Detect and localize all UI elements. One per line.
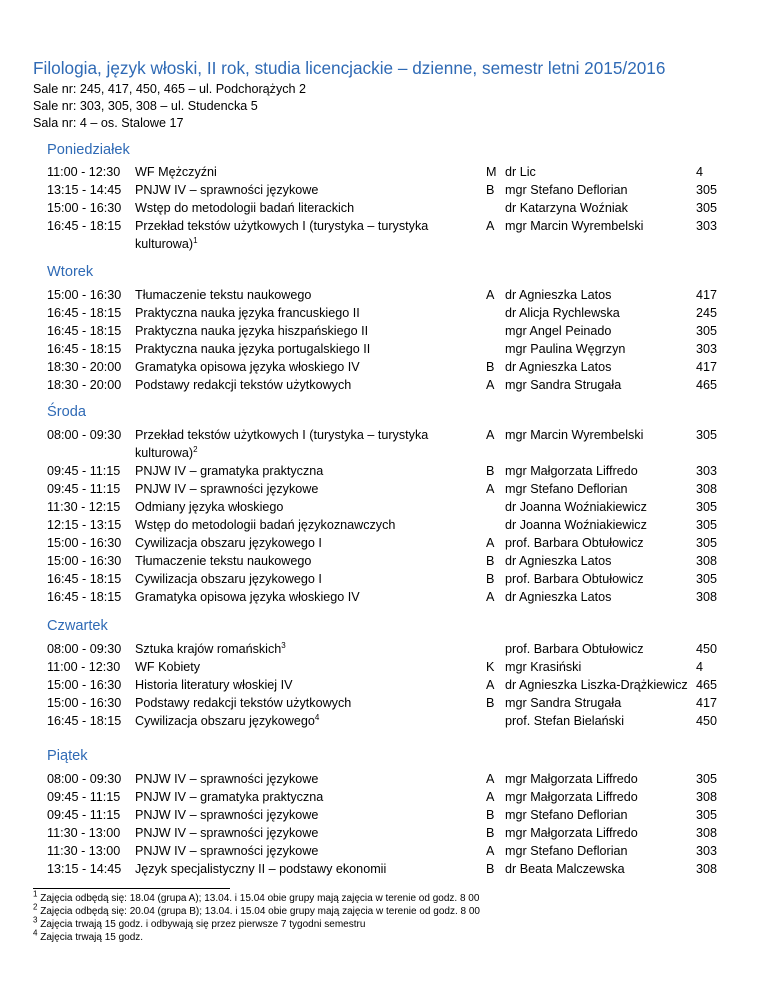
footnote <box>33 915 366 931</box>
day-heading: Piątek <box>47 748 88 764</box>
class-time: 16:45 - 18:15 <box>47 306 122 320</box>
class-room: 305 <box>696 324 718 338</box>
schedule-row <box>0 340 768 358</box>
subject-text: Tłumaczenie tekstu naukowego <box>135 288 312 302</box>
class-subject <box>135 498 465 516</box>
subject-text: Gramatyka opisowa języka włoskiego IV <box>135 360 360 374</box>
class-room: 308 <box>696 554 718 568</box>
footnote-text: Zajęcia trwają 15 godz. i odbywają się przez pierwsze 7 tygodni semestru <box>40 919 366 930</box>
footnote-number: 3 <box>33 915 38 925</box>
footnote-text: Zajęcia trwają 15 godz. <box>40 932 144 943</box>
subject-text: WF Kobiety <box>135 660 201 674</box>
class-group: A <box>486 428 495 442</box>
class-subject <box>135 217 465 253</box>
class-room: 305 <box>696 201 718 215</box>
class-teacher: mgr Paulina Węgrzyn <box>505 342 626 356</box>
subject-text: PNJW IV – sprawności językowe <box>135 772 319 786</box>
class-group: B <box>486 360 495 374</box>
class-teacher: mgr Stefano Deflorian <box>505 808 628 822</box>
subject-text: Praktyczna nauka języka hiszpańskiego II <box>135 324 369 338</box>
class-group: B <box>486 572 495 586</box>
class-time: 11:30 - 12:15 <box>47 500 121 514</box>
class-room: 305 <box>696 428 718 442</box>
class-group: A <box>486 288 495 302</box>
footnote <box>33 902 480 918</box>
subject-text: PNJW IV – sprawności językowe <box>135 844 319 858</box>
class-subject <box>135 552 465 570</box>
footnote-text: Zajęcia odbędą się: 20.04 (grupa B); 13.04. i 15.04 obie grupy mają zajęcia w terenie od godz. 8 00 <box>40 906 480 917</box>
schedule-row <box>0 552 768 570</box>
class-teacher: dr Joanna Woźniakiewicz <box>505 518 647 532</box>
class-subject <box>135 480 465 498</box>
schedule-row <box>0 217 768 251</box>
footnote-text: Zajęcia odbędą się: 18.04 (grupa A); 13.04. i 15.04 obie grupy mają zajęcia w terenie od godz. 8 00 <box>40 893 480 904</box>
class-teacher: dr Agnieszka Latos <box>505 360 612 374</box>
class-subject <box>135 181 465 199</box>
class-group: B <box>486 183 495 197</box>
class-subject <box>135 322 465 340</box>
subject-text: Cywilizacja obszaru językowego <box>135 714 315 728</box>
class-time: 15:00 - 16:30 <box>47 288 122 302</box>
schedule-row <box>0 712 768 730</box>
class-subject <box>135 824 465 842</box>
class-subject <box>135 658 465 676</box>
class-teacher: mgr Stefano Deflorian <box>505 844 628 858</box>
class-subject <box>135 534 465 552</box>
subject-text: Sztuka krajów romańskich <box>135 642 282 656</box>
class-room: 305 <box>696 808 718 822</box>
class-room: 303 <box>696 844 718 858</box>
class-teacher: mgr Krasiński <box>505 660 582 674</box>
class-teacher: mgr Sandra Strugała <box>505 378 622 392</box>
class-room: 303 <box>696 219 718 233</box>
subject-text: PNJW IV – gramatyka praktyczna <box>135 790 324 804</box>
class-room: 417 <box>696 696 718 710</box>
day-heading: Środa <box>47 404 86 420</box>
class-time: 09:45 - 11:15 <box>47 464 121 478</box>
class-teacher: prof. Stefan Bielański <box>505 714 625 728</box>
subject-text: Cywilizacja obszaru językowego I <box>135 536 322 550</box>
class-teacher: dr Lic <box>505 165 536 179</box>
class-room: 465 <box>696 378 718 392</box>
subject-text: Wstęp do metodologii badań językoznawczych <box>135 518 396 532</box>
class-teacher: mgr Małgorzata Liffredo <box>505 826 638 840</box>
class-room: 417 <box>696 288 718 302</box>
schedule-row <box>0 694 768 712</box>
class-teacher: dr Katarzyna Woźniak <box>505 201 628 215</box>
class-teacher: mgr Małgorzata Liffredo <box>505 790 638 804</box>
class-group: A <box>486 536 495 550</box>
class-room: 305 <box>696 572 718 586</box>
schedule-row <box>0 498 768 516</box>
footnote-number: 2 <box>33 902 38 912</box>
subject-text: Podstawy redakcji tekstów użytkowych <box>135 696 352 710</box>
day-heading: Wtorek <box>47 264 94 280</box>
subject-text: PNJW IV – gramatyka praktyczna <box>135 464 324 478</box>
class-group: K <box>486 660 495 674</box>
schedule-row <box>0 824 768 842</box>
class-room: 308 <box>696 826 718 840</box>
class-group: B <box>486 862 495 876</box>
class-time: 16:45 - 18:15 <box>47 572 122 586</box>
subject-text: Gramatyka opisowa języka włoskiego IV <box>135 590 360 604</box>
class-teacher: mgr Stefano Deflorian <box>505 183 628 197</box>
subject-text: Historia literatury włoskiej IV <box>135 678 293 692</box>
class-time: 15:00 - 16:30 <box>47 678 122 692</box>
schedule-row <box>0 588 768 606</box>
class-teacher: dr Agnieszka Latos <box>505 590 612 604</box>
class-subject <box>135 640 465 658</box>
schedule-row <box>0 304 768 322</box>
class-time: 09:45 - 11:15 <box>47 482 121 496</box>
class-room: 305 <box>696 772 718 786</box>
class-subject <box>135 462 465 480</box>
class-subject <box>135 304 465 322</box>
class-room: 450 <box>696 642 718 656</box>
class-time: 15:00 - 16:30 <box>47 201 122 215</box>
class-time: 11:30 - 13:00 <box>47 826 121 840</box>
class-subject <box>135 199 465 217</box>
schedule-row <box>0 426 768 460</box>
subject-text: Cywilizacja obszaru językowego I <box>135 572 322 586</box>
class-time: 16:45 - 18:15 <box>47 219 122 233</box>
class-group: M <box>486 165 497 179</box>
class-room: 305 <box>696 183 718 197</box>
class-subject <box>135 842 465 860</box>
footnote-separator <box>33 888 230 889</box>
class-room: 308 <box>696 790 718 804</box>
class-time: 15:00 - 16:30 <box>47 536 122 550</box>
class-group: B <box>486 808 495 822</box>
class-time: 18:30 - 20:00 <box>47 378 122 392</box>
class-time: 13:15 - 14:45 <box>47 862 122 876</box>
subject-text: Podstawy redakcji tekstów użytkowych <box>135 378 352 392</box>
class-room: 303 <box>696 342 718 356</box>
subject-text: Przekład tekstów użytkowych I (turystyka – turystyka kulturowa) <box>135 428 429 460</box>
schedule-row <box>0 516 768 534</box>
schedule-row <box>0 806 768 824</box>
class-subject <box>135 358 465 376</box>
class-subject <box>135 163 465 181</box>
class-time: 09:45 - 11:15 <box>47 808 121 822</box>
class-room: 305 <box>696 500 718 514</box>
class-subject <box>135 588 465 606</box>
class-subject <box>135 570 465 588</box>
class-group: A <box>486 844 495 858</box>
subject-text: WF Mężczyźni <box>135 165 217 179</box>
class-time: 11:00 - 12:30 <box>47 165 121 179</box>
footnote <box>33 928 144 944</box>
subject-text: Język specjalistyczny II – podstawy ekonomii <box>135 862 387 876</box>
class-group: A <box>486 590 495 604</box>
day-heading: Czwartek <box>47 618 108 634</box>
class-subject <box>135 860 465 878</box>
class-time: 16:45 - 18:15 <box>47 342 122 356</box>
class-room: 465 <box>696 678 718 692</box>
footnote-ref: 4 <box>314 712 320 722</box>
schedule-row <box>0 676 768 694</box>
class-group: B <box>486 696 495 710</box>
subject-text: Tłumaczenie tekstu naukowego <box>135 554 312 568</box>
schedule-row <box>0 770 768 788</box>
subject-text: Przekład tekstów użytkowych I (turystyka – turystyka kulturowa) <box>135 219 429 251</box>
class-time: 15:00 - 16:30 <box>47 696 122 710</box>
rooms-line: Sala nr: 4 – os. Stalowe 17 <box>33 116 184 130</box>
class-teacher: mgr Małgorzata Liffredo <box>505 464 638 478</box>
class-subject <box>135 712 465 730</box>
class-room: 305 <box>696 518 718 532</box>
subject-text: PNJW IV – sprawności językowe <box>135 826 319 840</box>
subject-text: PNJW IV – sprawności językowe <box>135 183 319 197</box>
class-time: 16:45 - 18:15 <box>47 590 122 604</box>
class-time: 12:15 - 13:15 <box>47 518 122 532</box>
schedule-row <box>0 640 768 658</box>
class-time: 09:45 - 11:15 <box>47 790 121 804</box>
class-group: B <box>486 464 495 478</box>
class-room: 4 <box>696 660 704 674</box>
schedule-row <box>0 199 768 217</box>
rooms-line: Sale nr: 245, 417, 450, 465 – ul. Podchorążych 2 <box>33 82 307 96</box>
class-teacher: prof. Barbara Obtułowicz <box>505 536 644 550</box>
class-subject <box>135 286 465 304</box>
page-title: Filologia, język włoski, II rok, studia licencjackie – dzienne, semestr letni 2015/2016 <box>33 58 666 78</box>
class-group: B <box>486 554 495 568</box>
class-room: 4 <box>696 165 704 179</box>
subject-text: PNJW IV – sprawności językowe <box>135 482 319 496</box>
class-teacher: mgr Sandra Strugała <box>505 696 622 710</box>
schedule-row <box>0 462 768 480</box>
footnote-ref: 2 <box>193 444 198 454</box>
class-room: 308 <box>696 482 718 496</box>
class-time: 08:00 - 09:30 <box>47 772 122 786</box>
schedule-row <box>0 570 768 588</box>
class-time: 16:45 - 18:15 <box>47 714 122 728</box>
footnote-number: 4 <box>33 928 38 938</box>
class-room: 308 <box>696 862 718 876</box>
class-group: A <box>486 678 495 692</box>
class-teacher: dr Agnieszka Latos <box>505 288 612 302</box>
schedule-row <box>0 358 768 376</box>
class-teacher: mgr Małgorzata Liffredo <box>505 772 638 786</box>
class-teacher: mgr Marcin Wyrembelski <box>505 428 644 442</box>
subject-text: PNJW IV – sprawności językowe <box>135 808 319 822</box>
class-room: 308 <box>696 590 718 604</box>
class-subject <box>135 694 465 712</box>
class-teacher: dr Agnieszka Liszka-Drążkiewicz <box>505 678 688 692</box>
class-subject <box>135 376 465 394</box>
class-group: A <box>486 219 495 233</box>
subject-text: Wstęp do metodologii badań literackich <box>135 201 355 215</box>
class-teacher: dr Alicja Rychlewska <box>505 306 620 320</box>
subject-text: Praktyczna nauka języka francuskiego II <box>135 306 360 320</box>
class-teacher: prof. Barbara Obtułowicz <box>505 642 644 656</box>
class-subject <box>135 676 465 694</box>
class-room: 245 <box>696 306 718 320</box>
class-time: 13:15 - 14:45 <box>47 183 122 197</box>
footnote-ref: 3 <box>281 640 286 650</box>
class-teacher: prof. Barbara Obtułowicz <box>505 572 644 586</box>
class-room: 450 <box>696 714 718 728</box>
class-room: 303 <box>696 464 718 478</box>
class-subject <box>135 806 465 824</box>
class-time: 15:00 - 16:30 <box>47 554 122 568</box>
class-group: A <box>486 790 495 804</box>
class-teacher: dr Beata Malczewska <box>505 862 625 876</box>
footnote <box>33 889 480 905</box>
class-room: 305 <box>696 536 718 550</box>
day-heading: Poniedziałek <box>47 142 130 158</box>
class-time: 11:00 - 12:30 <box>47 660 121 674</box>
schedule-row <box>0 860 768 878</box>
class-group: A <box>486 772 495 786</box>
class-subject <box>135 770 465 788</box>
class-teacher: dr Joanna Woźniakiewicz <box>505 500 647 514</box>
footnote-number: 1 <box>33 889 38 899</box>
schedule-row <box>0 322 768 340</box>
schedule-row <box>0 534 768 552</box>
schedule-row <box>0 788 768 806</box>
rooms-line: Sale nr: 303, 305, 308 – ul. Studencka 5 <box>33 99 258 113</box>
class-time: 08:00 - 09:30 <box>47 642 122 656</box>
class-time: 08:00 - 09:30 <box>47 428 122 442</box>
class-group: B <box>486 826 495 840</box>
class-group: A <box>486 482 495 496</box>
schedule-row <box>0 842 768 860</box>
schedule-row <box>0 163 768 181</box>
schedule-row <box>0 286 768 304</box>
class-time: 16:45 - 18:15 <box>47 324 122 338</box>
schedule-row <box>0 658 768 676</box>
class-time: 11:30 - 13:00 <box>47 844 121 858</box>
class-subject <box>135 426 465 462</box>
class-teacher: mgr Stefano Deflorian <box>505 482 628 496</box>
subject-text: Praktyczna nauka języka portugalskiego II <box>135 342 371 356</box>
class-teacher: dr Agnieszka Latos <box>505 554 612 568</box>
schedule-row <box>0 376 768 394</box>
class-subject <box>135 788 465 806</box>
class-teacher: mgr Angel Peinado <box>505 324 612 338</box>
class-subject <box>135 340 465 358</box>
class-group: A <box>486 378 495 392</box>
schedule-row <box>0 480 768 498</box>
class-subject <box>135 516 465 534</box>
schedule-row <box>0 181 768 199</box>
class-time: 18:30 - 20:00 <box>47 360 122 374</box>
class-teacher: mgr Marcin Wyrembelski <box>505 219 644 233</box>
footnote-ref: 1 <box>193 235 198 245</box>
class-room: 417 <box>696 360 718 374</box>
subject-text: Odmiany języka włoskiego <box>135 500 284 514</box>
